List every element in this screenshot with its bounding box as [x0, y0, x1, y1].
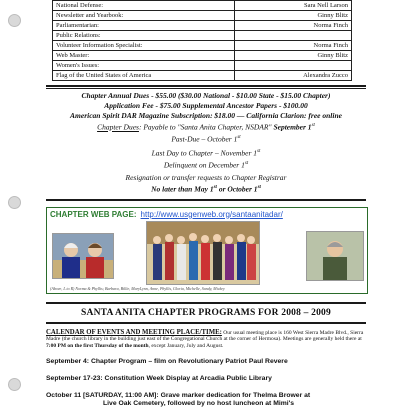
- calendar-heading: CALENDAR OF EVENTS AND MEETING PLACE/TIME:: [46, 328, 222, 336]
- divider: [46, 302, 366, 304]
- officer-name: Alexandra Zucco: [235, 71, 352, 81]
- photo-member: [306, 231, 364, 281]
- event-item: Live Oak Cemetery, followed by no host luncheon at Mimi's: [103, 400, 295, 407]
- dues-date: September 1: [273, 122, 312, 132]
- calendar-intro: [46, 330, 364, 350]
- dues-payable-label: Chapter Dues: [97, 122, 139, 132]
- calendar-text: Our usual meeting place is 160 West Sierra Madre Blvd., Sierra Madre (the church library in the building just east of the Congregational Church at the corner of Hermosa). Meetings are generally held there at: [46, 329, 364, 342]
- dues-section: [46, 91, 366, 195]
- officer-row: [53, 71, 352, 81]
- officer-name: Sara Nell Larson: [235, 1, 352, 11]
- event-item: September 17-23: Constitution Week Display at Arcadia Public Library: [46, 375, 272, 382]
- dues-line: [46, 147, 366, 159]
- officer-role: Women's Issues:: [53, 61, 235, 71]
- officer-role: Flag of the United States of America: [53, 71, 235, 81]
- dues-line: American Spirit DAR Magazine Subscription: $18.00 — California Clarion: free online: [70, 111, 342, 120]
- event-item: October 11 [SATURDAY, 11:00 AM]: Grave marker dedication for Thelma Brower at: [46, 392, 311, 399]
- binder-hole-middle: [8, 196, 21, 209]
- officer-name: Ginny Blitz: [235, 51, 352, 61]
- programs-title: SANTA ANITA CHAPTER PROGRAMS FOR 2008 – 2009: [81, 307, 331, 318]
- event-item: September 4: Chapter Program – film on Revolutionary Patriot Paul Revere: [46, 358, 288, 365]
- officer-row: [53, 61, 352, 71]
- divider: [46, 85, 366, 87]
- officer-name: Norma Finch: [235, 41, 352, 51]
- binder-hole-bottom: [8, 378, 21, 391]
- dues-line: [46, 133, 366, 145]
- officer-role: Public Relations:: [53, 31, 235, 41]
- ordinal: st: [237, 134, 241, 140]
- web-page-heading: [50, 210, 364, 219]
- dues-line: [46, 121, 366, 133]
- officer-row: [53, 21, 352, 31]
- officer-name: Ginny Blitz: [235, 11, 352, 21]
- deadline-text: No later than May 1: [151, 184, 214, 194]
- ordinal: st: [213, 185, 217, 190]
- ordinal: st: [311, 123, 315, 128]
- officer-row: [53, 11, 352, 21]
- ordinal: st: [244, 160, 249, 166]
- newsletter-page: [46, 0, 380, 407]
- calendar-tail: , except January, July and August.: [148, 342, 224, 349]
- photo-strip: [50, 219, 364, 285]
- officer-role: Parliamentarian:: [53, 21, 235, 31]
- divider: [46, 322, 366, 324]
- officer-role: National Defense:: [53, 1, 235, 11]
- officer-role: Web Master:: [53, 51, 235, 61]
- officer-row: [53, 41, 352, 51]
- photo-group: [146, 221, 260, 285]
- divider: [46, 199, 366, 201]
- officer-row: [53, 31, 352, 41]
- dues-line: [46, 183, 366, 195]
- dues-line: Chapter Annual Dues - $55.00 ($30.00 National - $10.00 State - $15.00 Chapter): [81, 91, 331, 100]
- web-page-link[interactable]: http://www.usgenweb.org/santaanitadar/: [140, 209, 283, 219]
- dues-line: Resignation or transfer requests to Chapter Registrar: [125, 173, 287, 182]
- binder-hole-top: [8, 14, 21, 27]
- delinquent-text: Delinquent on December 1: [163, 160, 245, 169]
- ordinal: st: [257, 185, 261, 190]
- officer-role: Volunteer Information Specialist:: [53, 41, 235, 51]
- dues-payable-text: : Payable to "Santa Anita Chapter, NSDAR": [138, 122, 274, 132]
- dues-line: [46, 159, 366, 171]
- photo-norma-phyllis: [52, 233, 114, 279]
- meeting-time: 7:00 PM on the first Thursday of the month: [46, 342, 149, 349]
- web-page-label: CHAPTER WEB PAGE:: [50, 209, 137, 219]
- web-page-box: [46, 207, 368, 294]
- officer-name: [235, 31, 352, 41]
- photo-caption: (Above, L to R) Norma & Phyllis; Barbara, Billie, MaryLynn, Anne, Phyllis, Gloria, Michelle, Sandy, Mickey: [50, 285, 225, 291]
- last-day-text: Last Day to Chapter – November 1: [151, 148, 258, 158]
- divider: [46, 88, 366, 89]
- officer-row: [53, 51, 352, 61]
- past-due-text: Past-Due – October 1: [171, 134, 238, 143]
- officer-row: [53, 1, 352, 11]
- ordinal: st: [257, 149, 261, 154]
- deadline-text: or October 1: [216, 184, 258, 194]
- dues-line: Application Fee - $75.00 Supplemental Ancestor Papers - $100.00: [104, 101, 308, 110]
- officer-name: [235, 61, 352, 71]
- officer-name: Norma Finch: [235, 21, 352, 31]
- officer-role: Newsletter and Yearbook:: [53, 11, 235, 21]
- officers-table: [52, 0, 352, 81]
